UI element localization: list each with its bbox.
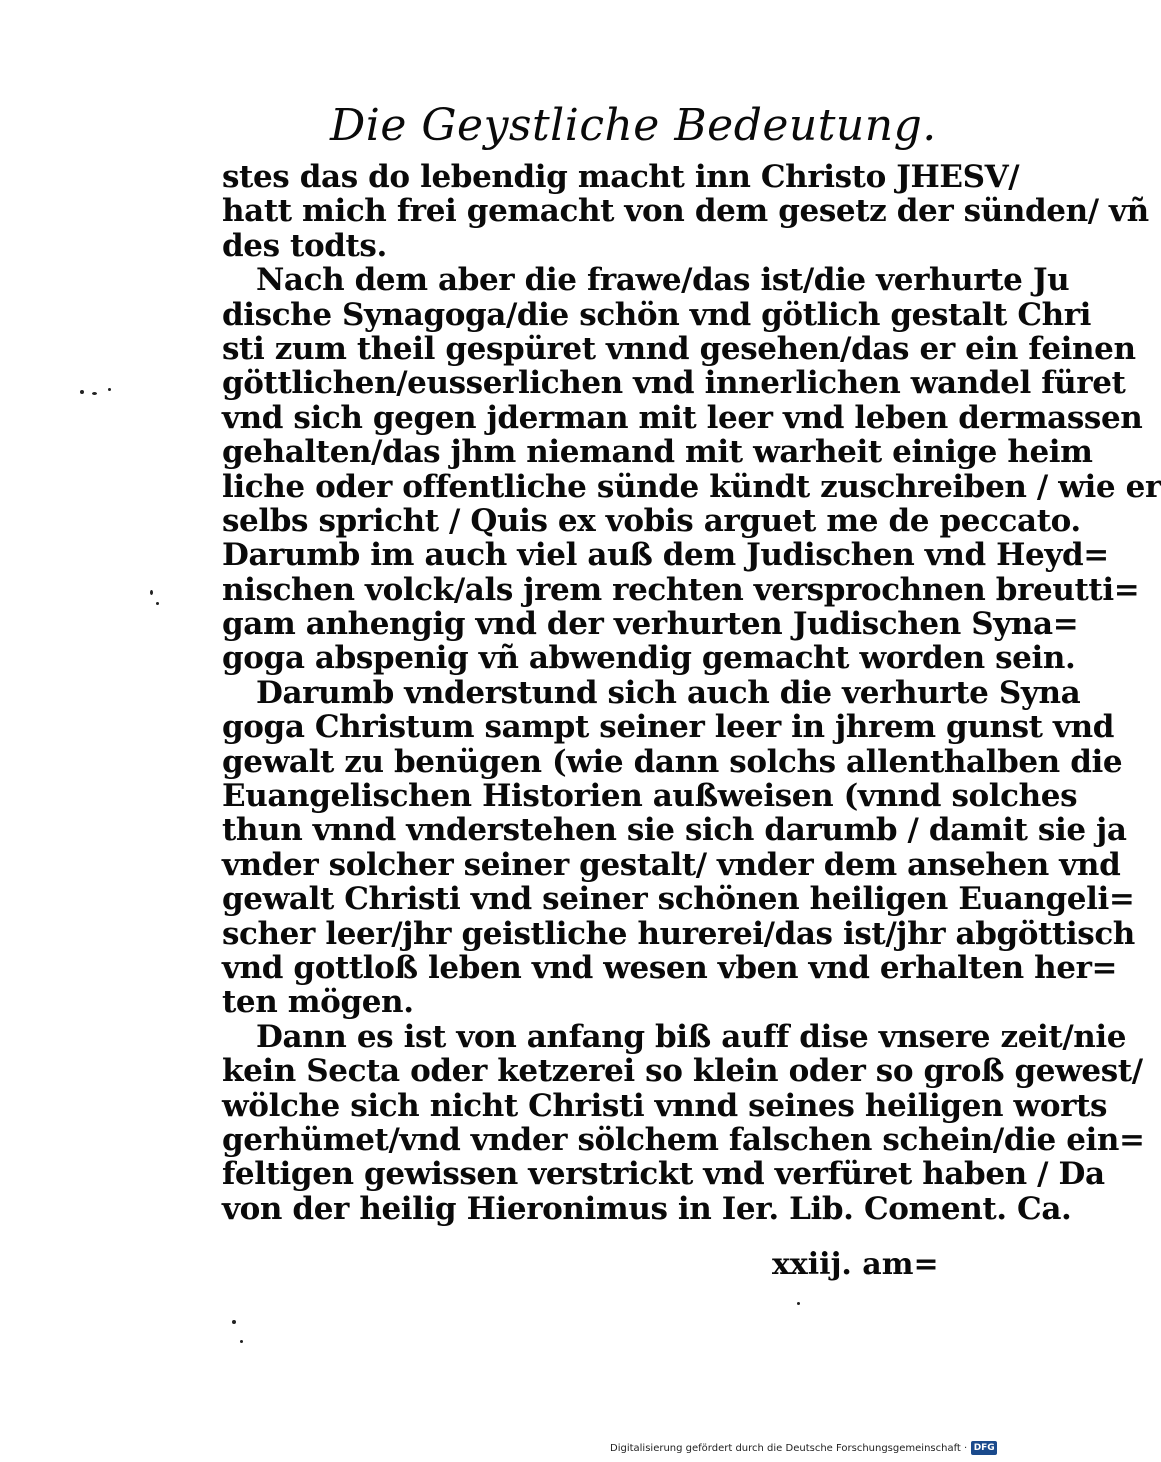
catchword: xxiij. am= — [772, 1247, 939, 1282]
text-line: vnd sich gegen jderman mit leer vnd leben dermassen — [222, 399, 1143, 436]
text-line: feltigen gewissen verstrickt vnd verfüret haben / Da — [222, 1156, 1105, 1193]
text-line: des todts. — [222, 227, 387, 264]
text-line: liche oder offentliche sünde kündt zuschreiben / wie er — [222, 468, 1161, 505]
text-line: gam anhengig vnd der verhurten Judischen Syna= — [222, 606, 1079, 643]
footer-text: Digitalisierung gefördert durch die Deutsche Forschungsgemeinschaft · — [610, 1442, 968, 1454]
text-line: scher leer/jhr geistliche hurerei/das ist/jhr abgöttisch — [222, 915, 1135, 952]
text-line: gehalten/das jhm niemand mit warheit einige heim — [222, 434, 1093, 471]
body-text — [222, 159, 1161, 1227]
text-line: goga Christum sampt seiner leer in jhrem gunst vnd — [222, 709, 1115, 746]
margin-mark — [150, 590, 153, 595]
text-line: Nach dem aber die frawe/das ist/die verhurte Ju — [256, 262, 1070, 299]
text-line: selbs spricht / Quis ex vobis arguet me de peccato. — [222, 502, 1081, 539]
margin-mark — [80, 390, 84, 394]
text-line: göttlichen/eusserlichen vnd innerlichen wandel füret — [222, 365, 1126, 402]
margin-mark — [92, 392, 97, 395]
text-line: vnd gottloß leben vnd wesen vben vnd erhalten her= — [222, 949, 1118, 986]
text-line: stes das do lebendig macht inn Christo JHESV/ — [222, 159, 1020, 195]
text-line: von der heilig Hieronimus in Ier. Lib. Coment. Ca. — [222, 1190, 1072, 1227]
text-line: gewalt zu benügen (wie dann solchs allenthalben die — [222, 743, 1123, 780]
dfg-logo-icon: DFG — [971, 1441, 997, 1455]
text-line: gerhümet/vnd vnder sölchem falschen schein/die ein= — [222, 1121, 1145, 1158]
text-line: nischen volck/als jrem rechten versprochnen breutti= — [222, 571, 1140, 608]
text-line: wölche sich nicht Christi vnnd seines heiligen worts — [222, 1087, 1108, 1124]
text-line: vnder solcher seiner gestalt/ vnder dem ansehen vnd — [222, 846, 1121, 883]
digitization-footer — [610, 1441, 997, 1455]
text-line: Darumb vnderstund sich auch die verhurte Syna — [256, 674, 1081, 711]
text-line: hatt mich frei gemacht von dem gesetz der sünden/ vñ — [222, 193, 1149, 230]
margin-mark — [240, 1340, 243, 1343]
text-line: Darumb im auch viel auß dem Judischen vnd Heyd= — [222, 537, 1109, 574]
text-line: Euangelischen Historien außweisen (vnnd solches — [222, 778, 1078, 815]
text-line: Dann es ist von anfang biß auff dise vnsere zeit/nie — [256, 1018, 1127, 1055]
text-line: gewalt Christi vnd seiner schönen heiligen Euangeli= — [222, 881, 1135, 918]
margin-mark — [797, 1302, 800, 1305]
running-header: Die Geystliche Bedeutung. — [330, 100, 937, 151]
text-line: sti zum theil gespüret vnnd gesehen/das er ein feinen — [222, 330, 1136, 367]
text-line: dische Synagoga/die schön vnd götlich gestalt Chri — [222, 296, 1092, 333]
text-line: ten mögen. — [222, 984, 414, 1021]
margin-mark — [232, 1320, 236, 1324]
text-line: kein Secta oder ketzerei so klein oder so groß gewest/ — [222, 1053, 1143, 1090]
text-line: goga abspenig vñ abwendig gemacht worden sein. — [222, 640, 1076, 677]
text-line: thun vnnd vnderstehen sie sich darumb / damit sie ja — [222, 812, 1127, 849]
margin-mark — [156, 602, 159, 605]
margin-mark — [108, 388, 111, 391]
